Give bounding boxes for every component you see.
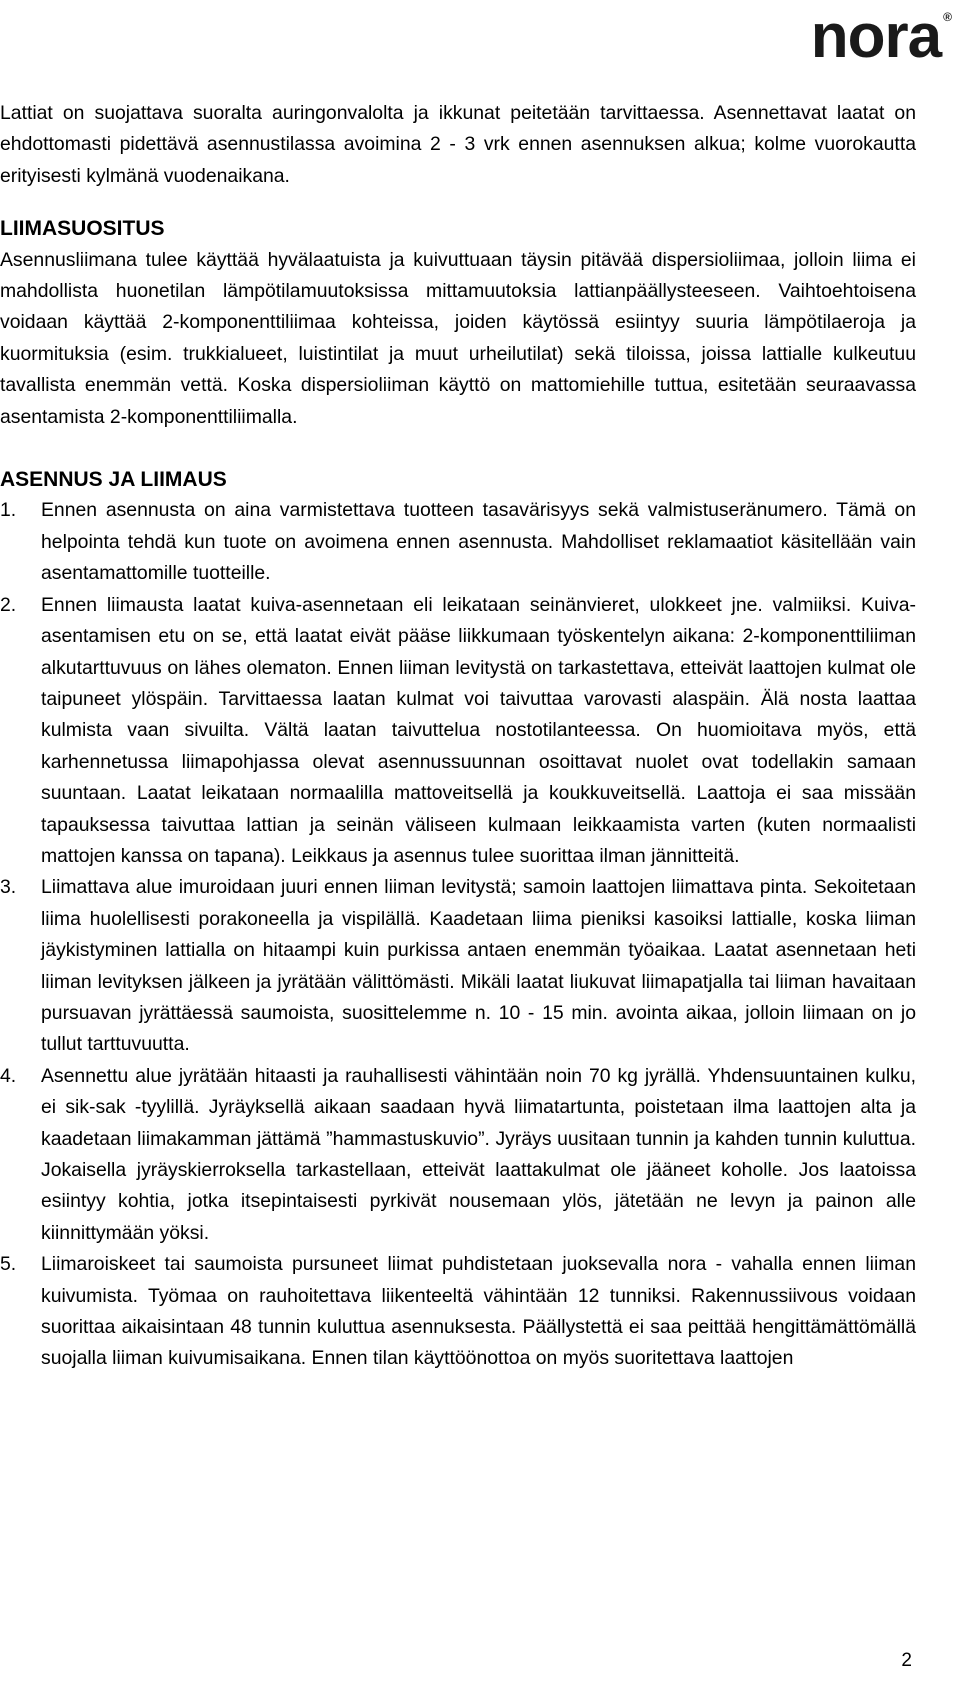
list-item (0, 872, 916, 1060)
list-item-text: Asennettu alue jyrätään hitaasti ja rauhallisesti vähintään noin 70 kg jyrällä. Yhdensuuntainen kulku, ei sik-sak -tyylillä. Jyräyksellä aikaan saadaan hyvä liimatartunta, poistetaan ilma laattojen alta ja kaadetaan liimakamman jättämä ”hammastuskuvio”. Jyräys uusitaan tunnin ja kahden tunnin kuluttua. Jokaisella jyräyskierroksella tarkastellaan, etteivät laattakulmat ole jääneet koholle. Jos laatoissa esiintyy kohtia, jotka itsepintaisesti pyrkivät nousemaan ylös, jätetään ne levyn ja painon alle kiinnittymään yöksi. (41, 1064, 916, 1244)
spacer (0, 192, 916, 213)
document-body (0, 98, 916, 1375)
list-item-number: 1. (0, 499, 17, 522)
nora-logo (810, 2, 952, 71)
installation-steps-list (0, 495, 916, 1374)
list-item-number: 3. (0, 876, 17, 899)
list-item-number: 2. (0, 593, 17, 616)
list-item-text: Ennen liimausta laatat kuiva-asennetaan eli leikataan seinänvieret, ulokkeet jne. valmiiksi. Kuiva-asentamisen etu on se, että laatat eivät pääse liikkumaan työskentelyn aikana: 2-komponenttiliiman alkutarttuvuus on lähes olematon. Ennen liiman levitystä on tarkastettava, etteivät laattojen kulmat ole taipuneet ylöspäin. Tarvittaessa laatan kulmat voi taivuttaa varovasti alaspäin. Älä nosta laattaa kulmista vaan sivuilta. Vältä laatan taivuttelua nostotilanteessa. On huomioitava myös, että karhennetussa liimapohjassa olevat asennussuunnan osoittavat nuolet ovat todellakin samaan suuntaan. Laatat leikataan normaalilla mattoveitsellä ja koukkuveitsellä. Laattoja ei saa missään tapauksessa taivuttaa lattian ja seinän väliseen kulmaan leikkaamista varten (kuten normaalisti mattojen kanssa on tapana). Leikkaus ja asennus tulee suorittaa ilman jännitteitä. (41, 593, 916, 867)
list-item (0, 590, 916, 873)
list-item-number: 5. (0, 1253, 17, 1276)
list-item (0, 1249, 916, 1375)
logo-wordmark: nora (810, 2, 942, 71)
spacer (0, 433, 916, 464)
list-item-number: 4. (0, 1064, 17, 1087)
registered-mark: ® (943, 10, 952, 24)
page-number: 2 (901, 1650, 912, 1671)
section-heading-asennus-ja-liimaus: ASENNUS JA LIIMAUS (0, 468, 227, 492)
list-item-text: Ennen asennusta on aina varmistettava tuotteen tasavärisyys sekä valmistuseränumero. Tämä on helpointa tehdä kun tuote on avoimena ennen asennusta. Mahdolliset reklamaatiot käsitellään vain asentamattomille tuotteille. (41, 499, 916, 585)
list-item-text: Liimaroiskeet tai saumoista pursuneet liimat puhdistetaan juoksevalla nora - vahalla ennen liiman kuivumista. Työmaa on rauhoitettava liikenteeltä vähintään 12 tunniksi. Rakennussiivous voidaan suorittaa aikaisintaan 48 tunnin kuluttua asennuksesta. Päällystettä ei saa peittää hengittämättömällä suojalla liiman kuivumisaikana. Ennen tilan käyttöönottoa on myös suoritettava laattojen (41, 1253, 916, 1370)
list-item (0, 1061, 916, 1249)
intro-paragraph: Lattiat on suojattava suoralta auringonvalolta ja ikkunat peitetään tarvittaessa. Asennettavat laatat on ehdottomasti pidettävä asennustilassa avoimina 2 - 3 vrk ennen asennuksen alkua; kolme vuorokautta erityisesti kylmänä vuodenaikana. (0, 102, 916, 187)
section-heading-liimasuositus: LIIMASUOSITUS (0, 217, 165, 241)
list-item (0, 495, 916, 589)
liimasuositus-paragraph: Asennusliimana tulee käyttää hyvälaatuista ja kuivuttuaan täysin pitävää dispersioliimaa, jolloin liima ei mahdollista huonetilan lämpötilamuutoksissa mittamuutoksia lattianpäällysteeseen. Vaihtoehtoisena voidaan käyttää 2-komponenttiliimaa kohteissa, joiden käytössä esiintyy suuria lämpötilaeroja ja kuormituksia (esim. trukkialueet, luistintilat ja muut urheilutilat) sekä tiloissa, joissa lattialle kulkeutuu tavallista enemmän vettä. Koska dispersioliiman käyttö on mattomiehille tuttua, esitetään seuraavassa asentamista 2-komponenttiliimalla. (0, 248, 916, 428)
list-item-text: Liimattava alue imuroidaan juuri ennen liiman levitystä; samoin laattojen liimattava pinta. Sekoitetaan liima huolellisesti porakoneella ja vispilällä. Kaadetaan liima pieniksi kasoiksi lattialle, koska liiman jäykistyminen lattialla on hitaampi kuin purkissa antaen enemmän työaikaa. Laatat asennetaan heti liiman levityksen jälkeen ja jyrätään välittömästi. Mikäli laatat liukuvat liimapatjalla tai liiman havaitaan pursuavan jyrättäessä saumoista, suosittelemme n. 10 - 15 min. avointa aikaa, jolloin liimaan on jo tullut tarttuvuutta. (41, 876, 916, 1056)
